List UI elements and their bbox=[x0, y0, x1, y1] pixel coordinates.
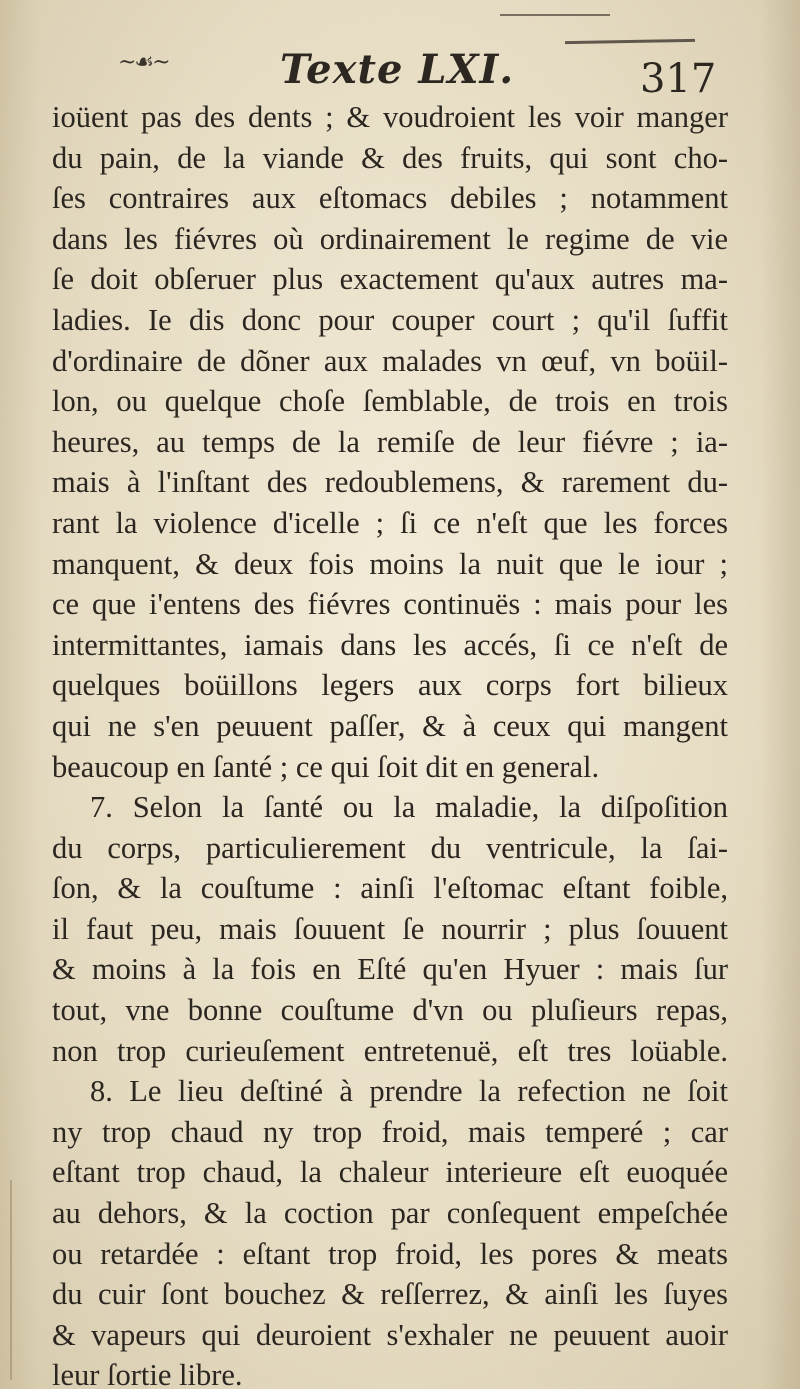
page-number: 317 bbox=[640, 56, 717, 102]
text-line: beaucoup en ſanté ; ce qui ſoit dit en general. bbox=[52, 749, 600, 784]
paragraph-7-start: 7. Selon la ſanté ou la maladie, la diſpoſition bbox=[90, 790, 728, 825]
text-line: quelques boüillons legers aux corps fort bilieux bbox=[52, 668, 728, 703]
header-ornament: ~☙~ bbox=[118, 50, 169, 75]
header-rule-left bbox=[500, 14, 610, 16]
text-line: ſes contraires aux eſtomacs debiles ; notamment bbox=[52, 181, 728, 216]
header-rule-right bbox=[565, 39, 695, 44]
text-line: ce que i'entens des fiévres continuës : mais pour les bbox=[52, 587, 728, 622]
running-head: Texte LXI. bbox=[280, 46, 515, 93]
page-edge-shadow bbox=[10, 1180, 12, 1380]
text-line: intermittantes, iamais dans les accés, ſi ce n'eſt de bbox=[52, 627, 728, 662]
text-line: ſon, & la couſtume : ainſi l'eſtomac eſtant foible, bbox=[52, 871, 728, 906]
text-line: rant la violence d'icelle ; ſi ce n'eſt que les forces bbox=[52, 505, 728, 540]
text-line: lon, ou quelque choſe ſemblable, de trois en trois bbox=[52, 384, 728, 419]
text-line: non trop curieuſement entretenuë, eſt tres loüable. bbox=[52, 1033, 728, 1068]
text-line: heures, au temps de la remiſe de leur fiévre ; ia- bbox=[52, 424, 728, 459]
text-line: d'ordinaire de dõner aux malades vn œuf, vn boüil- bbox=[52, 343, 728, 378]
text-line: tout, vne bonne couſtume d'vn ou pluſieurs repas, bbox=[52, 993, 728, 1028]
text-line: du cuir ſont bouchez & reſſerrez, & ainſi les ſuyes bbox=[52, 1277, 728, 1312]
text-line: & moins à la fois en Eſté qu'en Hyuer : mais ſur bbox=[52, 952, 728, 987]
body-text bbox=[52, 97, 728, 1389]
text-line: leur ſortie libre. bbox=[52, 1358, 243, 1389]
text-line: ou retardée : eſtant trop froid, les pores & meats bbox=[52, 1236, 728, 1271]
text-line: mais à l'inſtant des redoublemens, & rarement du- bbox=[52, 465, 728, 500]
text-line: ladies. Ie dis donc pour couper court ; qu'il ſuffit bbox=[52, 302, 728, 337]
text-line: qui ne s'en peuuent paſſer, & à ceux qui mangent bbox=[52, 708, 728, 743]
text-line: au dehors, & la coction par conſequent empeſchée bbox=[52, 1196, 728, 1231]
text-line: il faut peu, mais ſouuent ſe nourrir ; plus ſouuent bbox=[52, 911, 728, 946]
text-line: du pain, de la viande & des fruits, qui sont cho- bbox=[52, 140, 728, 175]
text-line: ny trop chaud ny trop froid, mais temperé ; car bbox=[52, 1114, 728, 1149]
text-line: & vapeurs qui deuroient s'exhaler ne peuuent auoir bbox=[52, 1317, 728, 1352]
text-line: ſe doit obſeruer plus exactement qu'aux autres ma- bbox=[52, 262, 728, 297]
text-line: manquent, & deux fois moins la nuit que le iour ; bbox=[52, 546, 728, 581]
text-line: dans les fiévres où ordinairement le regime de vie bbox=[52, 221, 728, 256]
text-line: du corps, particulierement du ventricule, la ſai- bbox=[52, 830, 728, 865]
text-line: ioüent pas des dents ; & voudroient les voir manger bbox=[52, 100, 728, 134]
paragraph-8-start: 8. Le lieu deſtiné à prendre la refection ne ſoit bbox=[90, 1074, 728, 1109]
text-line: eſtant trop chaud, la chaleur interieure eſt euoquée bbox=[52, 1155, 728, 1190]
